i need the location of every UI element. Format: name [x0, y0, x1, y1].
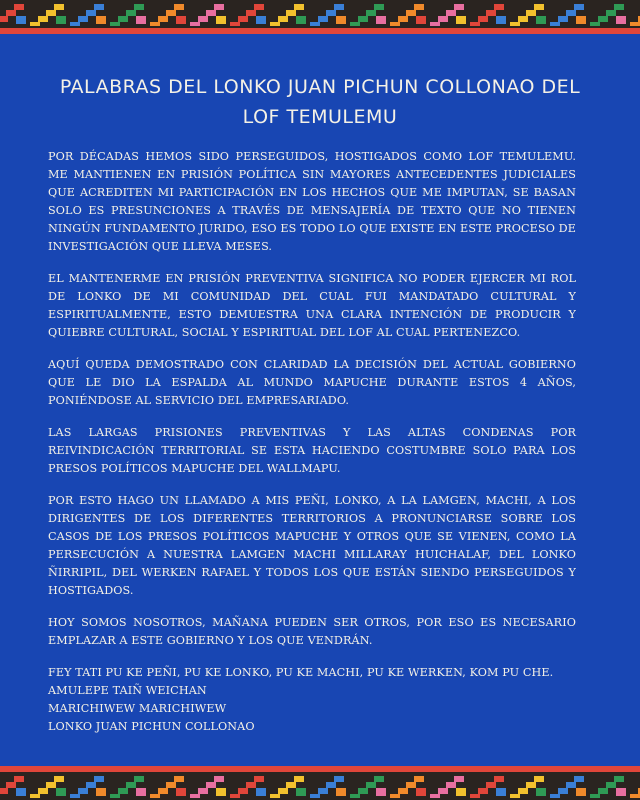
closing-line-2: AMULEPE TAIÑ WEICHAN	[48, 684, 207, 697]
paragraph-5: POR ESTO HAGO UN LLAMADO A MIS PEÑI, LONKO, A LA LAMGEN, MACHI, A LOS DIRIGENTES DE LOS DIFERENTES TERRITORIOS A PRONUNCIARSE SOBRE LOS CASOS DE LOS PRESOS POLÍTICOS MAPUCHE Y OTROS QUE SE VIENEN, COMO LA PERSECUCIÓN A NUESTRA LAMGEN MACHI MILLARAY HUICHALAF, DEL LONKO ÑIRRIPIL, DEL WERKEN RAFAEL Y TODOS LOS QUE ESTÁN SIENDO PERSEGUIDOS Y HOSTIGADOS.	[48, 494, 576, 597]
signature: LONKO JUAN PICHUN COLLONAO	[48, 720, 255, 733]
paragraph-2: EL MANTENERME EN PRISIÓN PREVENTIVA SIGNIFICA NO PODER EJERCER MI ROL DE LONKO DE MI COMUNIDAD DEL CUAL FUI MANDATADO CULTURAL Y ESPIRITUALMENTE, ESTO DEMUESTRA UNA CLARA INTENCIÓN DE PRODUCIR Y QUIEBRE CULTURAL, SOCIAL Y ESPIRITUAL DEL LOF AL CUAL PERTENEZCO.	[48, 272, 576, 339]
title-line-2: LOF TEMULEMU	[242, 106, 398, 128]
woven-pattern-border-bottom	[0, 766, 640, 800]
woven-pattern-border-top	[0, 0, 640, 34]
paragraph-3: AQUÍ QUEDA DEMOSTRADO CON CLARIDAD LA DECISIÓN DEL ACTUAL GOBIERNO QUE LE DIO LA ESPALDA AL MUNDO MAPUCHE DURANTE ESTOS 4 AÑOS, PONIÉNDOSE AL SERVICIO DEL EMPRESARIADO.	[48, 358, 576, 407]
paragraph-4: LAS LARGAS PRISIONES PREVENTIVAS Y LAS ALTAS CONDENAS POR REIVINDICACIÓN TERRITORIAL SE ESTA HACIENDO COSTUMBRE SOLO PARA LOS PRESOS POLÍTICOS MAPUCHE DEL WALLMAPU.	[48, 426, 576, 475]
page-title	[0, 72, 640, 132]
paragraph-6: HOY SOMOS NOSOTROS, MAÑANA PUEDEN SER OTROS, POR ESO ES NECESARIO EMPLAZAR A ESTE GOBIERNO Y LOS QUE VENDRÁN.	[48, 616, 576, 647]
statement-body	[48, 148, 576, 736]
closing-line-3: MARICHIWEW MARICHIWEW	[48, 702, 227, 715]
closing-line-1: FEY TATI PU KE PEÑI, PU KE LONKO, PU KE MACHI, PU KE WERKEN, KOM PU CHE.	[48, 666, 554, 679]
paragraph-1: POR DÉCADAS HEMOS SIDO PERSEGUIDOS, HOSTIGADOS COMO LOF TEMULEMU. ME MANTIENEN EN PRISIÓN POLÍTICA SIN MAYORES ANTECEDENTES JUDICIALES QUE ACREDITEN MI PARTICIPACIÓN EN LOS HECHOS QUE ME IMPUTAN, SE BASAN SOLO ES PRESUNCIONES A TRAVÉS DE MENSAJERÍA DE TEXTO QUE NO TIENEN NINGÚN FUNDAMENTO JURIDO, ESO ES TODO LO QUE EXISTE EN ESTE PROCESO DE INVESTIGACIÓN QUE LLEVA MESES.	[48, 150, 576, 253]
title-line-1: PALABRAS DEL LONKO JUAN PICHUN COLLONAO DEL	[59, 76, 581, 98]
